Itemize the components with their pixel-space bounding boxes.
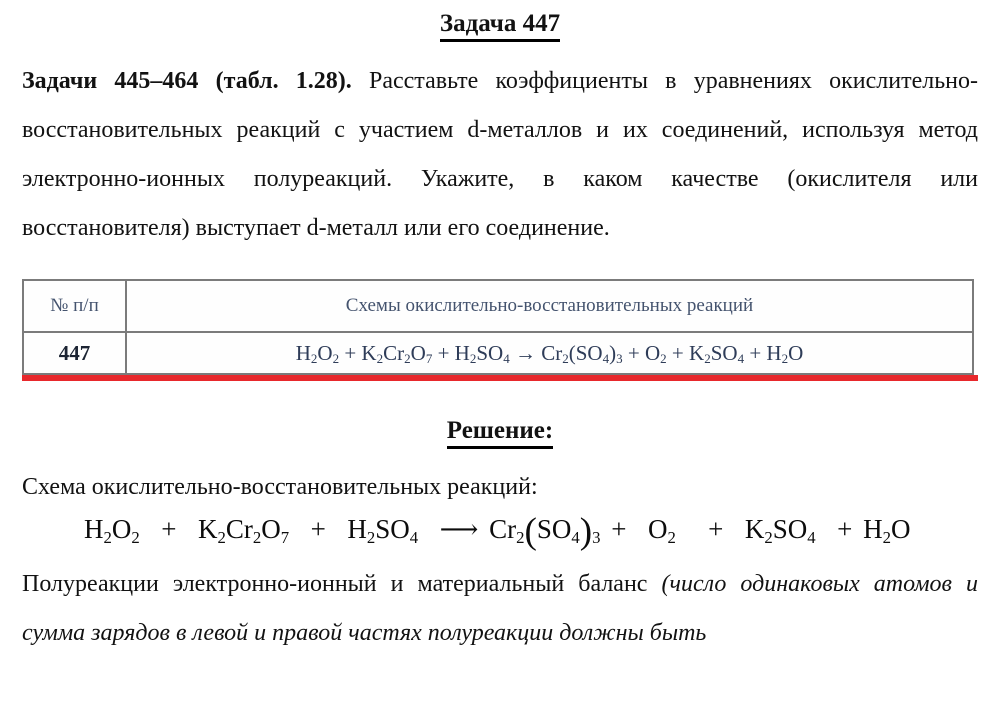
table-header-row: [23, 280, 973, 332]
solution-equation: $H_2O_2 + K_2Cr_2O_7 + H_2SO_4$ ⟶ $Cr_2(SO_4)_3 + O_2 + K_2SO_4 + H_2O$: [84, 510, 911, 552]
table-data-row: [23, 332, 973, 374]
problems-table: [22, 279, 974, 375]
solution-heading-text: Решение:: [447, 417, 553, 449]
problem-title: [22, 10, 978, 42]
col-number-header: № п/п: [23, 280, 126, 332]
solution-heading: [22, 417, 978, 449]
intro-bold-lead: Задачи 445–464 (табл. 1.28).: [22, 68, 352, 94]
red-underline-divider: [22, 375, 978, 381]
balance-paragraph: [22, 560, 978, 658]
row-equation-cell: $H_2O_2 + K_2Cr_2O_7 + H_2SO_4 \to Cr_2(SO_4)_3 + O_2 + K_2SO_4 + H_2O$: [126, 332, 973, 374]
problems-table-wrapper: [22, 279, 978, 381]
row-number-cell: 447: [23, 332, 126, 374]
col-scheme-header: Схемы окислительно-восстановительных реакций: [126, 280, 973, 332]
balance-normal-text: Полуреакции электронно-ионный и материальный баланс: [22, 571, 662, 597]
scheme-label: Схема окислительно-восстановительных реакций:: [22, 474, 538, 500]
balance-italic-text: (число одинаковых атомов и сумма зарядов в левой и правой частях полуреакции должны быть: [22, 571, 979, 646]
problem-title-text: Задача 447: [440, 10, 560, 42]
intro-paragraph: [22, 57, 978, 253]
intro-body-text: Расставьте коэффициенты в уравнениях окислительно-восстановительных реакций с участием d-металлов и их соединений, используя метод электронно-ионных полуреакций. Укажите, в каком качестве (окислителя или восстановителя) выступает d-металл или его соединение.: [22, 68, 978, 241]
